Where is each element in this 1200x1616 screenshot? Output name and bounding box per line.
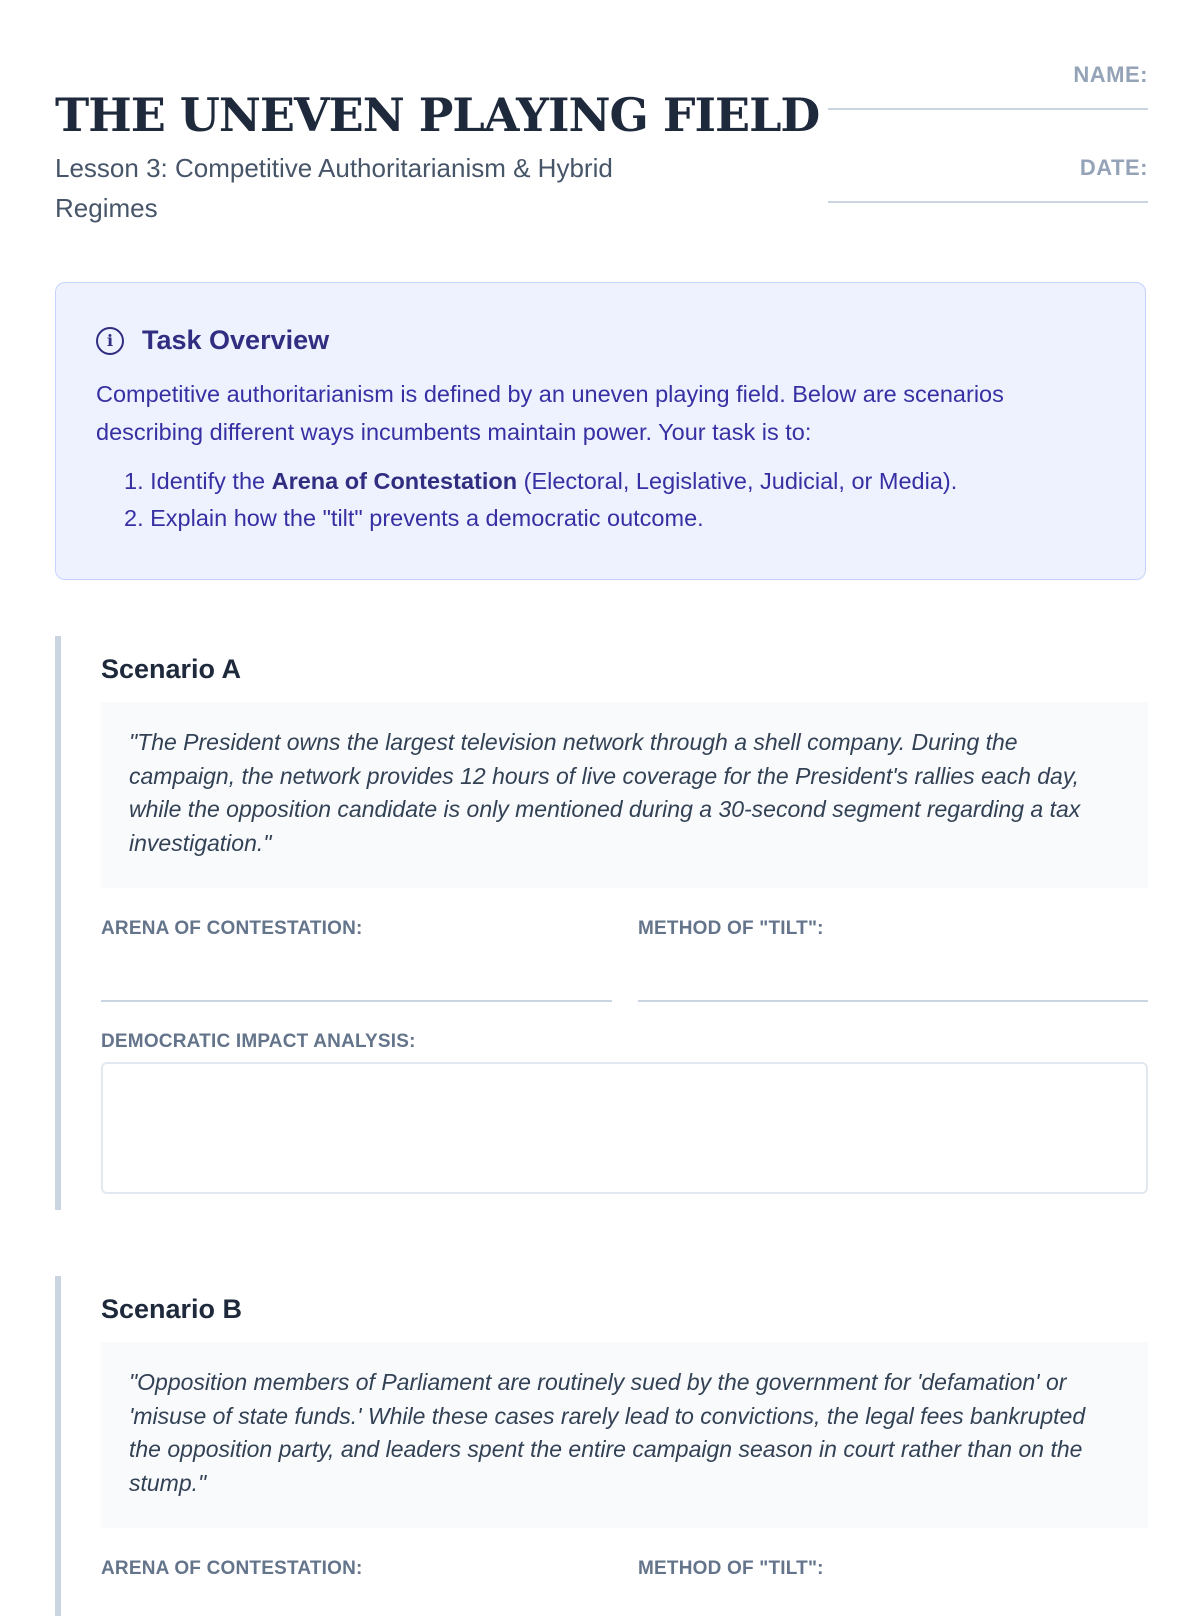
scenario-a-method-label: METHOD OF "TILT": [638, 918, 824, 939]
task-step-1-prefix: 1. Identify the [124, 468, 272, 494]
page-title: THE UNEVEN PLAYING FIELD [55, 88, 820, 142]
scenario-a-arena-label: ARENA OF CONTESTATION: [101, 918, 363, 939]
lesson-subtitle: Lesson 3: Competitive Authoritarianism & Hybrid Regimes [55, 153, 613, 223]
task-step-1-suffix: (Electoral, Legislative, Judicial, or Media). [517, 468, 958, 494]
scenario-a-method-input[interactable] [638, 1000, 1148, 1002]
scenario-a-title: Scenario A [101, 654, 242, 684]
scenario-a-impact-label: DEMOCRATIC IMPACT ANALYSIS: [101, 1031, 416, 1052]
scenario-b-method-label: METHOD OF "TILT": [638, 1558, 824, 1579]
name-label: NAME: [1073, 62, 1148, 87]
date-line[interactable] [828, 201, 1148, 203]
worksheet-header [55, 0, 1148, 240]
scenario-a-impact-textarea[interactable] [101, 1062, 1148, 1194]
scenario-b-quote: "Opposition members of Parliament are routinely sued by the government for 'defamation' or 'misuse of state funds.' While these cases rarely lead to convictions, the legal fees bankrupted the opposition party, and leaders spent the entire campaign season in court rather than on the stump." [101, 1342, 1148, 1528]
name-line[interactable] [828, 108, 1148, 110]
task-overview-panel [55, 282, 1146, 580]
scenario-b-title: Scenario B [101, 1294, 243, 1324]
date-field[interactable] [828, 155, 1148, 203]
scenario-b-card [55, 1276, 1148, 1616]
task-overview-title: Task Overview [142, 325, 330, 355]
task-overview-intro: Competitive authoritarianism is defined by an uneven playing field. Below are scenarios describing different ways incumbents maintain power. Your task is to: [96, 381, 1004, 445]
scenario-a-card [55, 636, 1148, 1210]
date-label: DATE: [1079, 155, 1148, 180]
scenario-a-arena-input[interactable] [101, 1000, 612, 1002]
info-icon: i [96, 327, 124, 355]
task-overview-heading [96, 325, 329, 356]
task-step-2: 2. Explain how the "tilt" prevents a democratic outcome. [124, 505, 704, 531]
scenario-a-quote: "The President owns the largest television network through a shell company. During the campaign, the network provides 12 hours of live coverage for the President's rallies each day, while the opposition candidate is only mentioned during a 30-second segment regarding a tax investigation." [101, 702, 1148, 888]
scenario-b-arena-label: ARENA OF CONTESTATION: [101, 1558, 363, 1579]
task-steps-list [124, 463, 957, 537]
task-step-1-bold: Arena of Contestation [271, 468, 518, 494]
name-field[interactable] [828, 62, 1148, 110]
task-step-1 [124, 463, 957, 500]
